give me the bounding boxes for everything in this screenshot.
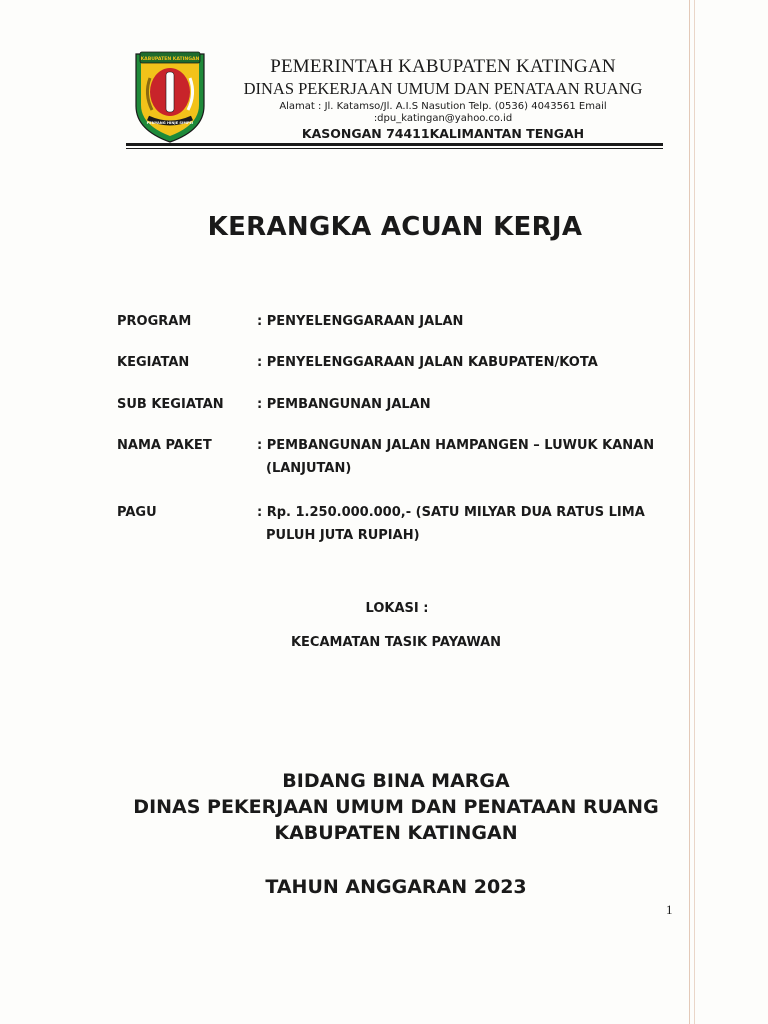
- address-line-2: :dpu_katingan@yahoo.co.id: [373, 113, 513, 124]
- field-value-sub-kegiatan: [257, 393, 667, 416]
- field-value-continuation: (LANJUTAN): [266, 461, 352, 476]
- address-line-1: Alamat : Jl. Katamso/Jl. A.I.S Nasution Telp. (0536) 4043561 Email: [279, 101, 607, 112]
- field-value-kegiatan: [257, 351, 667, 374]
- location-label: LOKASI :: [365, 601, 429, 616]
- page-number: 1: [666, 902, 673, 917]
- logo-banner-text: KABUPATEN KATINGAN: [140, 57, 200, 62]
- field-label-kegiatan: KEGIATAN: [117, 355, 190, 370]
- issuing-office-line-2: DINAS PEKERJAAN UMUM DAN PENATAAN RUANG: [133, 796, 659, 818]
- issuing-office: [0, 768, 768, 846]
- field-value-text: : PEMBANGUNAN JALAN: [257, 397, 431, 412]
- field-value-continuation: PULUH JUTA RUPIAH): [266, 528, 420, 543]
- letterhead: [222, 56, 664, 142]
- logo-motto-text: PENYANG HINJE SIMPEI: [146, 121, 194, 125]
- field-value-nama-paket: [257, 434, 667, 480]
- field-label-sub-kegiatan: SUB KEGIATAN: [117, 397, 224, 412]
- location-value: KECAMATAN TASIK PAYAWAN: [290, 635, 502, 650]
- field-value-text: : PENYELENGGARAAN JALAN: [257, 314, 464, 329]
- page-edge: [689, 0, 726, 1024]
- budget-year: TAHUN ANGGARAN 2023: [265, 876, 527, 898]
- issuing-office-line-1: BIDANG BINA MARGA: [282, 770, 510, 792]
- field-value-program: [257, 310, 667, 333]
- field-value-text: : PEMBANGUNAN JALAN HAMPANGEN – LUWUK KANAN: [257, 438, 655, 453]
- field-label-program: PROGRAM: [117, 314, 192, 329]
- document-title: KERANGKA ACUAN KERJA: [207, 212, 583, 242]
- city-line: KASONGAN 74411KALIMANTAN TENGAH: [301, 126, 585, 141]
- field-value-text: : PENYELENGGARAAN JALAN KABUPATEN/KOTA: [257, 355, 598, 370]
- letterhead-rule-thin: [126, 148, 663, 149]
- field-label-pagu: PAGU: [117, 505, 157, 520]
- department-name: DINAS PEKERJAAN UMUM DAN PENATAAN RUANG: [243, 79, 643, 98]
- government-name: PEMERINTAH KABUPATEN KATINGAN: [270, 56, 616, 77]
- issuing-office-line-3: KABUPATEN KATINGAN: [274, 822, 518, 844]
- field-value-pagu: [257, 501, 667, 547]
- katingan-coat-of-arms-icon: [132, 48, 208, 144]
- field-label-nama-paket: NAMA PAKET: [117, 438, 212, 453]
- letterhead-rule-thick: [126, 143, 663, 146]
- field-value-text: : Rp. 1.250.000.000,- (SATU MILYAR DUA RATUS LIMA: [257, 505, 645, 520]
